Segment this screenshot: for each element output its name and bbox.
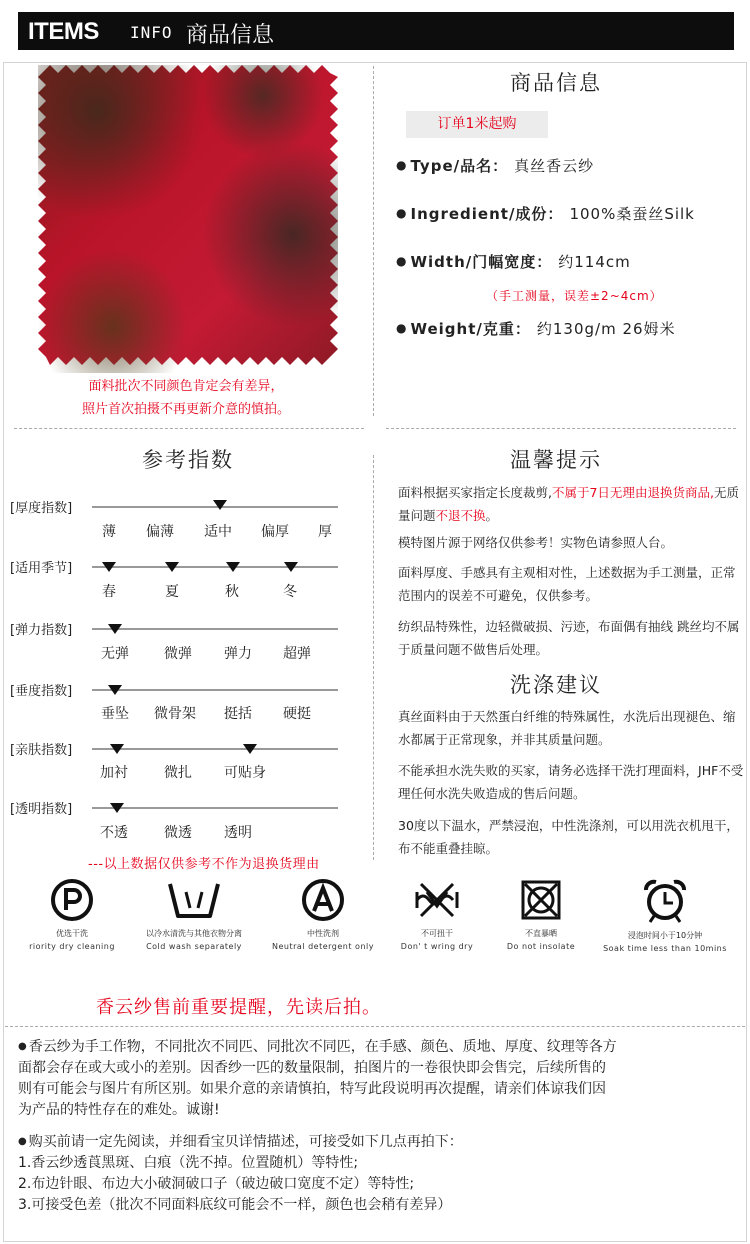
index-option: 春 xyxy=(102,584,116,600)
index-scale-skin xyxy=(92,748,338,750)
index-option: 薄 xyxy=(102,524,116,540)
spec-width: ● Width/门幅宽度： 约114cm xyxy=(396,253,631,271)
presale-reminder-heading: 香云纱售前重要提醒，先读后拍。 xyxy=(96,997,381,1018)
tips-heading: 温馨提示 xyxy=(510,448,602,472)
reference-disclaimer: ---以上数据仅供参考不作为退换货理由 xyxy=(88,857,320,872)
banner-info: INFO xyxy=(130,23,173,42)
index-label-skin: [亲肤指数] xyxy=(10,743,73,758)
index-scale-elasticity xyxy=(92,628,338,630)
divider-mid-vertical xyxy=(373,455,374,860)
index-marker xyxy=(102,562,116,572)
bullet-icon: ● xyxy=(18,1041,27,1052)
banner-items: ITEMS xyxy=(28,18,99,45)
index-option: 透明 xyxy=(224,825,252,841)
fabric-swatch-image xyxy=(38,65,338,373)
index-marker xyxy=(213,500,227,510)
washing-heading: 洗涤建议 xyxy=(510,673,602,697)
care-label-en: riority dry cleaning xyxy=(29,942,115,951)
bullet-icon: ● xyxy=(396,254,408,268)
index-option: 适中 xyxy=(204,524,232,540)
index-option: 冬 xyxy=(283,584,297,600)
index-option: 微透 xyxy=(164,825,192,841)
index-marker xyxy=(110,803,124,813)
banner-title: 商品信息 xyxy=(186,23,275,48)
washing-paragraph-3: 30度以下温水，严禁浸泡，中性洗涤剂，可以用洗衣机甩干，布不能重叠挂晾。 xyxy=(398,818,739,856)
index-option: 偏薄 xyxy=(146,524,174,540)
spec-type: ● Type/品名： 真丝香云纱 xyxy=(396,157,595,175)
index-option: 微扎 xyxy=(164,765,192,781)
fabric-note-line-2: 照片首次拍摄不再更新介意的慎拍。 xyxy=(81,402,290,417)
index-marker xyxy=(226,562,240,572)
index-marker xyxy=(110,744,124,754)
index-marker xyxy=(284,562,298,572)
care-label-en: Soak time less than 10mins xyxy=(603,944,727,953)
washing-paragraph-1: 真丝面料由于天然蛋白纤维的特殊属性，水洗后出现褪色、缩水都属于正常现象，并非其质量问题。 xyxy=(398,709,736,747)
notice-paragraph-2: ● 购买前请一定先阅读，并细看宝贝详情描述，可接受如下几点再拍下： 1.香云纱透莨黑斑、白痕（洗不掉。位置随机）等特性; 2.布边针眼、布边大小破洞破口子（破边破口宽度不定）等特性; 3.可接受色差（批次不同面料底纹可能会不一样，颜色也会稍有差异） xyxy=(18,1134,463,1213)
index-scale-drape xyxy=(92,689,338,691)
index-option: 挺括 xyxy=(224,706,252,722)
index-label-drape: [垂度指数] xyxy=(10,684,73,699)
care-label-cn: 优选干洗 xyxy=(56,929,88,938)
spec-ingredient: ● Ingredient/成份： 100%桑蚕丝Silk xyxy=(396,205,695,223)
index-option: 弹力 xyxy=(224,646,252,662)
index-marker xyxy=(108,685,122,695)
index-marker xyxy=(243,744,257,754)
care-item-soak-time xyxy=(594,878,736,953)
header-banner xyxy=(18,12,734,50)
bullet-icon: ● xyxy=(18,1136,27,1147)
product-info-heading: 商品信息 xyxy=(510,71,602,95)
care-label-cn: 以冷水清洗与其他衣物分离 xyxy=(146,929,242,938)
index-option: 无弹 xyxy=(101,646,129,662)
tips-paragraph-1: 面料根据买家指定长度裁剪,不属于7日无理由退换货商品,无质量问题不退不换。 xyxy=(398,485,739,523)
tips-paragraph-4: 纺织品特殊性，边轻微破损、污迹，布面偶有抽线 跳丝均不属于质量问题不做售后处理。 xyxy=(398,619,740,657)
care-label-cn: 不可扭干 xyxy=(421,929,453,938)
index-scale-transparency xyxy=(92,807,338,809)
care-label-cn: 浸泡时间小于10分钟 xyxy=(627,931,703,940)
index-option: 不透 xyxy=(100,825,128,841)
measurement-tolerance: （手工测量，误差±2~4cm） xyxy=(486,289,663,303)
care-label-en: Don' t wring dry xyxy=(400,942,474,951)
no-sun-icon xyxy=(519,878,563,922)
index-option: 可贴身 xyxy=(224,765,266,781)
reference-heading: 参考指数 xyxy=(142,448,234,472)
care-label-cn: 中性洗剂 xyxy=(307,929,339,938)
index-marker xyxy=(165,562,179,572)
divider-bottom xyxy=(5,1026,745,1027)
divider-top-vertical xyxy=(373,66,374,416)
min-order-badge: 订单1米起购 xyxy=(406,111,548,138)
divider-right-horizontal xyxy=(386,428,736,429)
alarm-clock-icon xyxy=(642,878,688,924)
index-option: 超弹 xyxy=(283,646,311,662)
index-label-elasticity: [弹力指数] xyxy=(10,623,73,638)
care-item-cold-wash xyxy=(126,878,262,951)
care-label-en: Do not insolate xyxy=(506,942,576,951)
index-option: 偏厚 xyxy=(261,524,289,540)
bullet-icon: ● xyxy=(396,206,408,220)
wash-tub-icon xyxy=(164,878,224,922)
index-option: 厚 xyxy=(318,524,332,540)
care-item-no-wring xyxy=(390,878,484,951)
washing-paragraph-2: 不能承担水洗失败的买家，请务必选择干洗打理面料，JHF不受理任何水洗失败造成的售后问题。 xyxy=(398,763,744,801)
no-wring-icon xyxy=(413,878,461,922)
bullet-icon: ● xyxy=(396,321,408,335)
index-label-transparency: [透明指数] xyxy=(10,802,73,817)
index-marker xyxy=(108,624,122,634)
tips-paragraph-3: 面料厚度、手感具有主观相对性，上述数据为手工测量，正常范围内的误差不可避免，仅供参考。 xyxy=(398,565,736,603)
index-scale-season xyxy=(92,566,338,568)
index-label-season: [适用季节] xyxy=(10,561,73,576)
index-option: 夏 xyxy=(165,584,179,600)
divider-left-horizontal xyxy=(14,428,364,429)
index-label-thickness: [厚度指数] xyxy=(10,501,73,516)
index-option: 微弹 xyxy=(164,646,192,662)
care-item-dry-clean xyxy=(22,878,122,951)
spec-weight: ● Weight/克重： 约130g/m 26姆米 xyxy=(396,320,676,338)
dry-clean-p-icon xyxy=(50,878,94,922)
index-option: 微骨架 xyxy=(154,706,196,722)
bullet-icon: ● xyxy=(396,158,408,172)
care-label-en: Neutral detergent only xyxy=(272,942,374,951)
care-item-neutral-detergent xyxy=(266,878,380,951)
care-label-cn: 不直暴晒 xyxy=(525,929,557,938)
care-label-en: Cold wash separately xyxy=(146,942,242,951)
index-option: 垂坠 xyxy=(101,706,129,722)
fabric-note-line-1: 面料批次不同颜色肯定会有差异， xyxy=(88,379,284,394)
neutral-detergent-a-icon xyxy=(301,878,345,922)
notice-paragraph-1: ● 香云纱为手工作物，不同批次不同匹、同批次不同匹，在手感、颜色、质地、厚度、纹理等各方 面都会存在或大或小的差别。因香纱一匹的数量限制，拍图片的一卷很快即会售完，后续所售的 则有可能会与图片有所区别。如果介意的亲请慎拍，特写此段说明再次提醒，请亲们体谅我们因 为产品的特性存在的难处。诚谢! xyxy=(18,1039,617,1118)
index-option: 硬挺 xyxy=(283,706,311,722)
index-option: 秋 xyxy=(225,584,239,600)
care-item-no-sun xyxy=(494,878,588,951)
tips-paragraph-2: 模特图片源于网络仅供参考！实物色请参照人台。 xyxy=(398,535,674,550)
index-option: 加衬 xyxy=(100,765,128,781)
